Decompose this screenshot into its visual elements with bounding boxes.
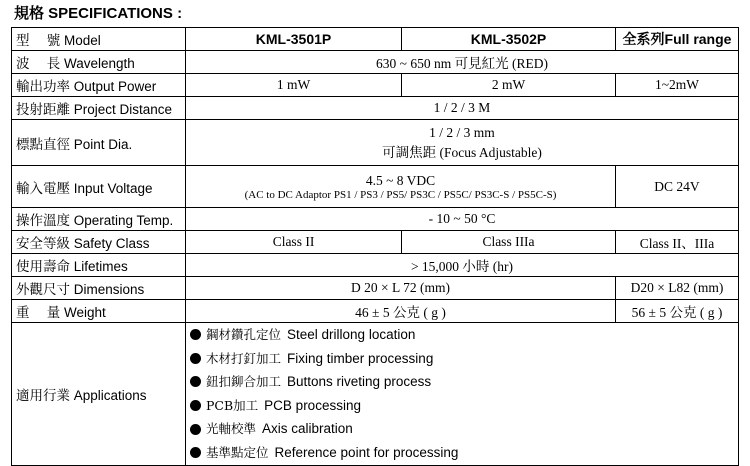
header-kml-3501p: KML-3501P <box>186 28 402 51</box>
application-en: Fixing timber processing <box>287 350 434 366</box>
bullet-icon <box>190 424 201 435</box>
value-weight: 46 ± 5 公克 ( g ) <box>186 300 616 323</box>
value-input-voltage-full-range: DC 24V <box>616 166 739 208</box>
label-weight: 重 量 Weight <box>12 300 186 323</box>
label-wavelength: 波 長 Wavelength <box>12 51 186 74</box>
value-safety-class-3502p: Class IIIa <box>402 231 616 254</box>
value-operating-temp: - 10 ~ 50 °C <box>186 208 739 231</box>
list-item <box>190 441 734 465</box>
header-full-range: 全系列Full range <box>616 28 739 51</box>
value-applications <box>186 323 739 466</box>
row-wavelength <box>12 51 739 74</box>
row-model <box>12 28 739 51</box>
value-output-power-3502p: 2 mW <box>402 74 616 97</box>
application-cn: PCB加工 <box>206 397 259 413</box>
label-project-distance: 投射距離 Project Distance <box>12 97 186 120</box>
label-applications: 適用行業 Applications <box>12 323 186 466</box>
application-cn: 基準點定位 <box>206 444 269 460</box>
application-en: Reference point for processing <box>274 444 459 460</box>
value-output-power-full-range: 1~2mW <box>616 74 739 97</box>
value-dimensions-full-range: D20 × L82 (mm) <box>616 277 739 300</box>
row-safety-class <box>12 231 739 254</box>
application-cn: 鈕扣鉚合加工 <box>206 374 282 390</box>
value-safety-class-3501p: Class II <box>186 231 402 254</box>
bullet-icon <box>190 353 201 364</box>
bullet-icon <box>190 400 201 411</box>
label-input-voltage: 輸入電壓 Input Voltage <box>12 166 186 208</box>
label-safety-class: 安全等級 Safety Class <box>12 231 186 254</box>
bullet-icon <box>190 376 201 387</box>
application-en: Buttons riveting process <box>287 374 432 390</box>
value-point-dia-sizes: 1 / 2 / 3 mm <box>429 124 495 140</box>
label-output-power: 輸出功率 Output Power <box>12 74 186 97</box>
label-dimensions: 外觀尺寸 Dimensions <box>12 277 186 300</box>
label-point-dia: 標點直徑 Point Dia. <box>12 120 186 166</box>
list-item <box>190 347 734 371</box>
header-kml-3502p: KML-3502P <box>402 28 616 51</box>
row-operating-temp <box>12 208 739 231</box>
application-en: Axis calibration <box>262 421 353 437</box>
application-cn: 木材打釘加工 <box>206 350 282 366</box>
bullet-icon <box>190 447 201 458</box>
value-input-voltage-range: 4.5 ~ 8 VDC <box>365 172 436 188</box>
row-project-distance <box>12 97 739 120</box>
value-safety-class-full-range: Class II、IIIa <box>616 231 739 254</box>
list-item <box>190 370 734 394</box>
label-model: 型 號 Model <box>12 28 186 51</box>
row-point-dia <box>12 120 739 166</box>
list-item <box>190 417 734 441</box>
value-output-power-3501p: 1 mW <box>186 74 402 97</box>
row-input-voltage <box>12 166 739 208</box>
value-input-voltage <box>186 166 616 208</box>
row-output-power <box>12 74 739 97</box>
row-weight <box>12 300 739 323</box>
row-applications <box>12 323 739 466</box>
value-input-voltage-adaptors: (AC to DC Adaptor PS1 / PS3 / PS5/ PS3C / PS5C/ PS3C-S / PS5C-S) <box>244 188 557 201</box>
value-point-dia-focus: 可調焦距 (Focus Adjustable) <box>382 144 542 160</box>
value-wavelength: 630 ~ 650 nm 可見紅光 (RED) <box>186 51 739 74</box>
row-lifetimes <box>12 254 739 277</box>
list-item <box>190 394 734 418</box>
bullet-icon <box>190 329 201 340</box>
value-point-dia <box>186 120 739 166</box>
applications-list <box>190 323 734 465</box>
list-item <box>190 323 734 347</box>
application-cn: 光軸校準 <box>206 421 257 437</box>
value-dimensions: D 20 × L 72 (mm) <box>186 277 616 300</box>
row-dimensions <box>12 277 739 300</box>
label-operating-temp: 操作溫度 Operating Temp. <box>12 208 186 231</box>
value-lifetimes: > 15,000 小時 (hr) <box>186 254 739 277</box>
spec-table <box>11 27 739 466</box>
value-project-distance: 1 / 2 / 3 M <box>186 97 739 120</box>
value-weight-full-range: 56 ± 5 公克 ( g ) <box>616 300 739 323</box>
label-lifetimes: 使用壽命 Lifetimes <box>12 254 186 277</box>
application-en: PCB processing <box>264 397 361 413</box>
application-en: Steel drillong location <box>287 327 416 342</box>
application-cn: 鋼材鑽孔定位 <box>206 327 282 342</box>
spec-title: 規格 SPECIFICATIONS : <box>14 5 183 22</box>
